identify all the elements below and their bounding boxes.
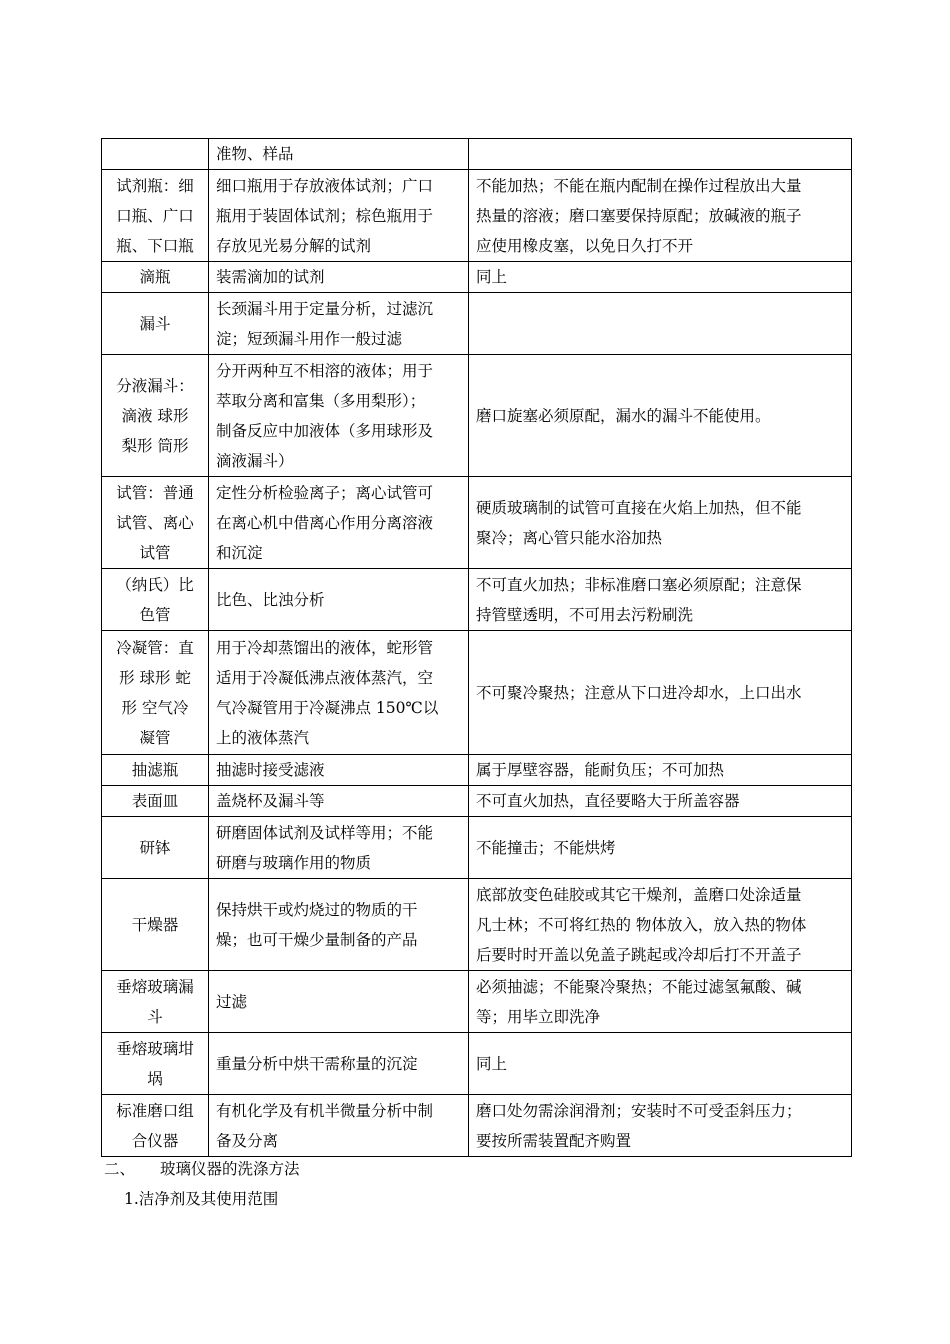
table-row [102,786,852,817]
table-row [102,1033,852,1095]
cell-line: 埚 [147,1069,163,1088]
cell-line: 长颈漏斗用于定量分析，过滤沉 [216,299,434,318]
usage-cell [209,971,469,1033]
cell-line: 垂熔玻璃漏 [116,977,194,996]
cell-line: 不可聚冷聚热；注意从下口进冷却水，上口出水 [476,683,802,702]
usage-cell [209,139,469,170]
usage-cell [209,1095,469,1157]
subsection-heading: 1.洁净剂及其使用范围 [124,1190,279,1208]
usage-cell [209,262,469,293]
cell-line: 装需滴加的试剂 [216,268,325,286]
cell-line: 和沉淀 [216,543,263,562]
cell-line: 存放见光易分解的试剂 [216,236,372,255]
caution-cell [469,293,852,355]
cell-line: 抽滤瓶 [131,761,179,779]
cell-line: 不能撞击；不能烘烤 [476,838,616,857]
usage-cell [209,293,469,355]
cell-line: 定性分析检验离子；离心试管可 [216,483,434,502]
cell-line: 淀；短颈漏斗用作一般过滤 [216,329,403,348]
cell-line: 瓶、下口瓶 [116,236,194,255]
cell-line: 后要时时开盖以免盖子跳起或冷却后打不开盖子 [476,945,802,964]
cell-line: 不可直火加热，直径要略大于所盖容器 [476,792,740,810]
cell-line: 底部放变色硅胶或其它干燥剂，盖磨口处涂适量 [476,885,802,904]
cell-line: 比色、比浊分析 [216,590,325,609]
caution-cell [469,631,852,755]
instrument-name-cell [102,817,209,879]
table-row [102,755,852,786]
table-row [102,879,852,971]
instrument-table-body [102,139,852,1157]
cell-line: 硬质玻璃制的试管可直接在火焰上加热，但不能 [476,498,802,517]
cell-line: 过滤 [216,992,248,1011]
cell-line: 标准磨口组 [116,1101,194,1120]
instrument-name-cell [102,293,209,355]
cell-line: 属于厚壁容器，能耐负压；不可加热 [476,761,725,779]
section-number: 二、 [104,1160,136,1178]
cell-line: 形 空气冷 [121,698,189,717]
table-row [102,293,852,355]
instrument-name-cell [102,139,209,170]
cell-line: 滴液 球形 [121,406,189,425]
instrument-name-cell [102,477,209,569]
cell-line: 用于冷却蒸馏出的液体，蛇形管 [216,638,434,657]
table-row [102,355,852,477]
table-row [102,170,852,262]
cell-line: 不可直火加热；非标准磨口塞必须原配；注意保 [476,575,802,594]
cell-line: 燥；也可干燥少量制备的产品 [216,930,418,949]
caution-cell [469,817,852,879]
instrument-name-cell [102,569,209,631]
cell-line: 漏斗 [139,314,171,333]
instrument-name-cell [102,786,209,817]
table-row [102,262,852,293]
cell-line: 梨形 筒形 [121,436,189,455]
usage-cell [209,817,469,879]
cell-line: 保持烘干或灼烧过的物质的干 [216,900,418,919]
cell-line: 试管 [139,543,171,562]
cell-line: 口瓶、广口 [116,206,194,225]
usage-cell [209,170,469,262]
caution-cell [469,477,852,569]
cell-line: 试管、离心 [116,513,194,532]
cell-line: 备及分离 [216,1131,279,1150]
cell-line: 分液漏斗： [116,376,194,395]
instrument-name-cell [102,971,209,1033]
instrument-name-cell [102,262,209,293]
cell-line: 气冷凝管用于冷凝沸点 150℃以 [216,698,439,717]
cell-line: （纳氏）比 [116,575,194,594]
cell-line: 斗 [147,1007,163,1026]
usage-cell [209,631,469,755]
usage-cell [209,355,469,477]
caution-cell [469,262,852,293]
cell-line: 滴液漏斗） [216,451,294,470]
section-heading [104,1158,300,1180]
cell-line: 形 球形 蛇 [119,668,191,687]
instrument-name-cell [102,755,209,786]
cell-line: 合仪器 [131,1131,179,1150]
cell-line: 表面皿 [131,792,179,810]
cell-line: 滴瓶 [139,268,171,286]
caution-cell [469,355,852,477]
caution-cell [469,170,852,262]
caution-cell [469,1095,852,1157]
cell-line: 有机化学及有机半微量分析中制 [216,1101,434,1120]
table-row [102,631,852,755]
cell-line: 准物、样品 [216,145,294,163]
usage-cell [209,879,469,971]
caution-cell [469,755,852,786]
cell-line: 色管 [139,605,171,624]
cell-line: 瓶用于装固体试剂；棕色瓶用于 [216,206,434,225]
cell-line: 磨口旋塞必须原配，漏水的漏斗不能使用。 [476,406,771,425]
cell-line: 盖烧杯及漏斗等 [216,792,325,810]
cell-line: 磨口处勿需涂润滑剂；安装时不可受歪斜压力； [476,1101,802,1120]
cell-line: 必须抽滤；不能聚冷聚热；不能过滤氢氟酸、碱 [476,977,802,996]
cell-line: 制备反应中加液体（多用球形及 [216,421,434,440]
cell-line: 冷凝管：直 [116,638,194,657]
instrument-table [101,138,852,1157]
usage-cell [209,1033,469,1095]
cell-line: 同上 [476,1054,508,1073]
cell-line: 热量的溶液；磨口塞要保持原配；放碱液的瓶子 [476,206,802,225]
instrument-name-cell [102,355,209,477]
cell-line: 试管：普通 [116,483,194,502]
cell-line: 重量分析中烘干需称量的沉淀 [216,1054,418,1073]
usage-cell [209,755,469,786]
caution-cell [469,569,852,631]
caution-cell [469,786,852,817]
cell-line: 抽滤时接受滤液 [216,761,325,779]
cell-line: 研磨与玻璃作用的物质 [216,853,372,872]
section-title: 玻璃仪器的洗涤方法 [160,1160,300,1178]
table-row [102,569,852,631]
cell-line: 同上 [476,268,508,286]
cell-line: 垂熔玻璃坩 [116,1039,194,1058]
instrument-name-cell [102,170,209,262]
instrument-name-cell [102,1095,209,1157]
caution-cell [469,1033,852,1095]
cell-line: 研磨固体试剂及试样等用；不能 [216,823,434,842]
instrument-name-cell [102,631,209,755]
usage-cell [209,569,469,631]
cell-line: 干燥器 [131,915,179,934]
cell-line: 要按所需装置配齐购置 [476,1131,632,1150]
caution-cell [469,971,852,1033]
cell-line: 上的液体蒸汽 [216,728,310,747]
cell-line: 萃取分离和富集（多用梨形）； [216,391,426,410]
cell-line: 分开两种互不相溶的液体；用于 [216,361,434,380]
cell-line: 持管壁透明，不可用去污粉刷洗 [476,605,694,624]
usage-cell [209,477,469,569]
cell-line: 不能加热；不能在瓶内配制在操作过程放出大量 [476,176,802,195]
table-row [102,477,852,569]
caution-cell [469,139,852,170]
cell-line: 凡士林；不可将红热的 物体放入，放入热的物体 [476,915,807,934]
cell-line: 研钵 [139,838,171,857]
caution-cell [469,879,852,971]
instrument-name-cell [102,1033,209,1095]
cell-line: 在离心机中借离心作用分离溶液 [216,513,434,532]
instrument-name-cell [102,879,209,971]
table-row [102,139,852,170]
cell-line: 聚冷；离心管只能水浴加热 [476,528,663,547]
cell-line: 适用于冷凝低沸点液体蒸汽，空 [216,668,434,687]
cell-line: 试剂瓶：细 [116,176,194,195]
cell-line: 等；用毕立即洗净 [476,1007,601,1026]
table-row [102,971,852,1033]
cell-line: 细口瓶用于存放液体试剂；广口 [216,176,434,195]
table-row [102,1095,852,1157]
usage-cell [209,786,469,817]
cell-line: 凝管 [139,728,171,747]
cell-line: 应使用橡皮塞，以免日久打不开 [476,236,694,255]
table-row [102,817,852,879]
